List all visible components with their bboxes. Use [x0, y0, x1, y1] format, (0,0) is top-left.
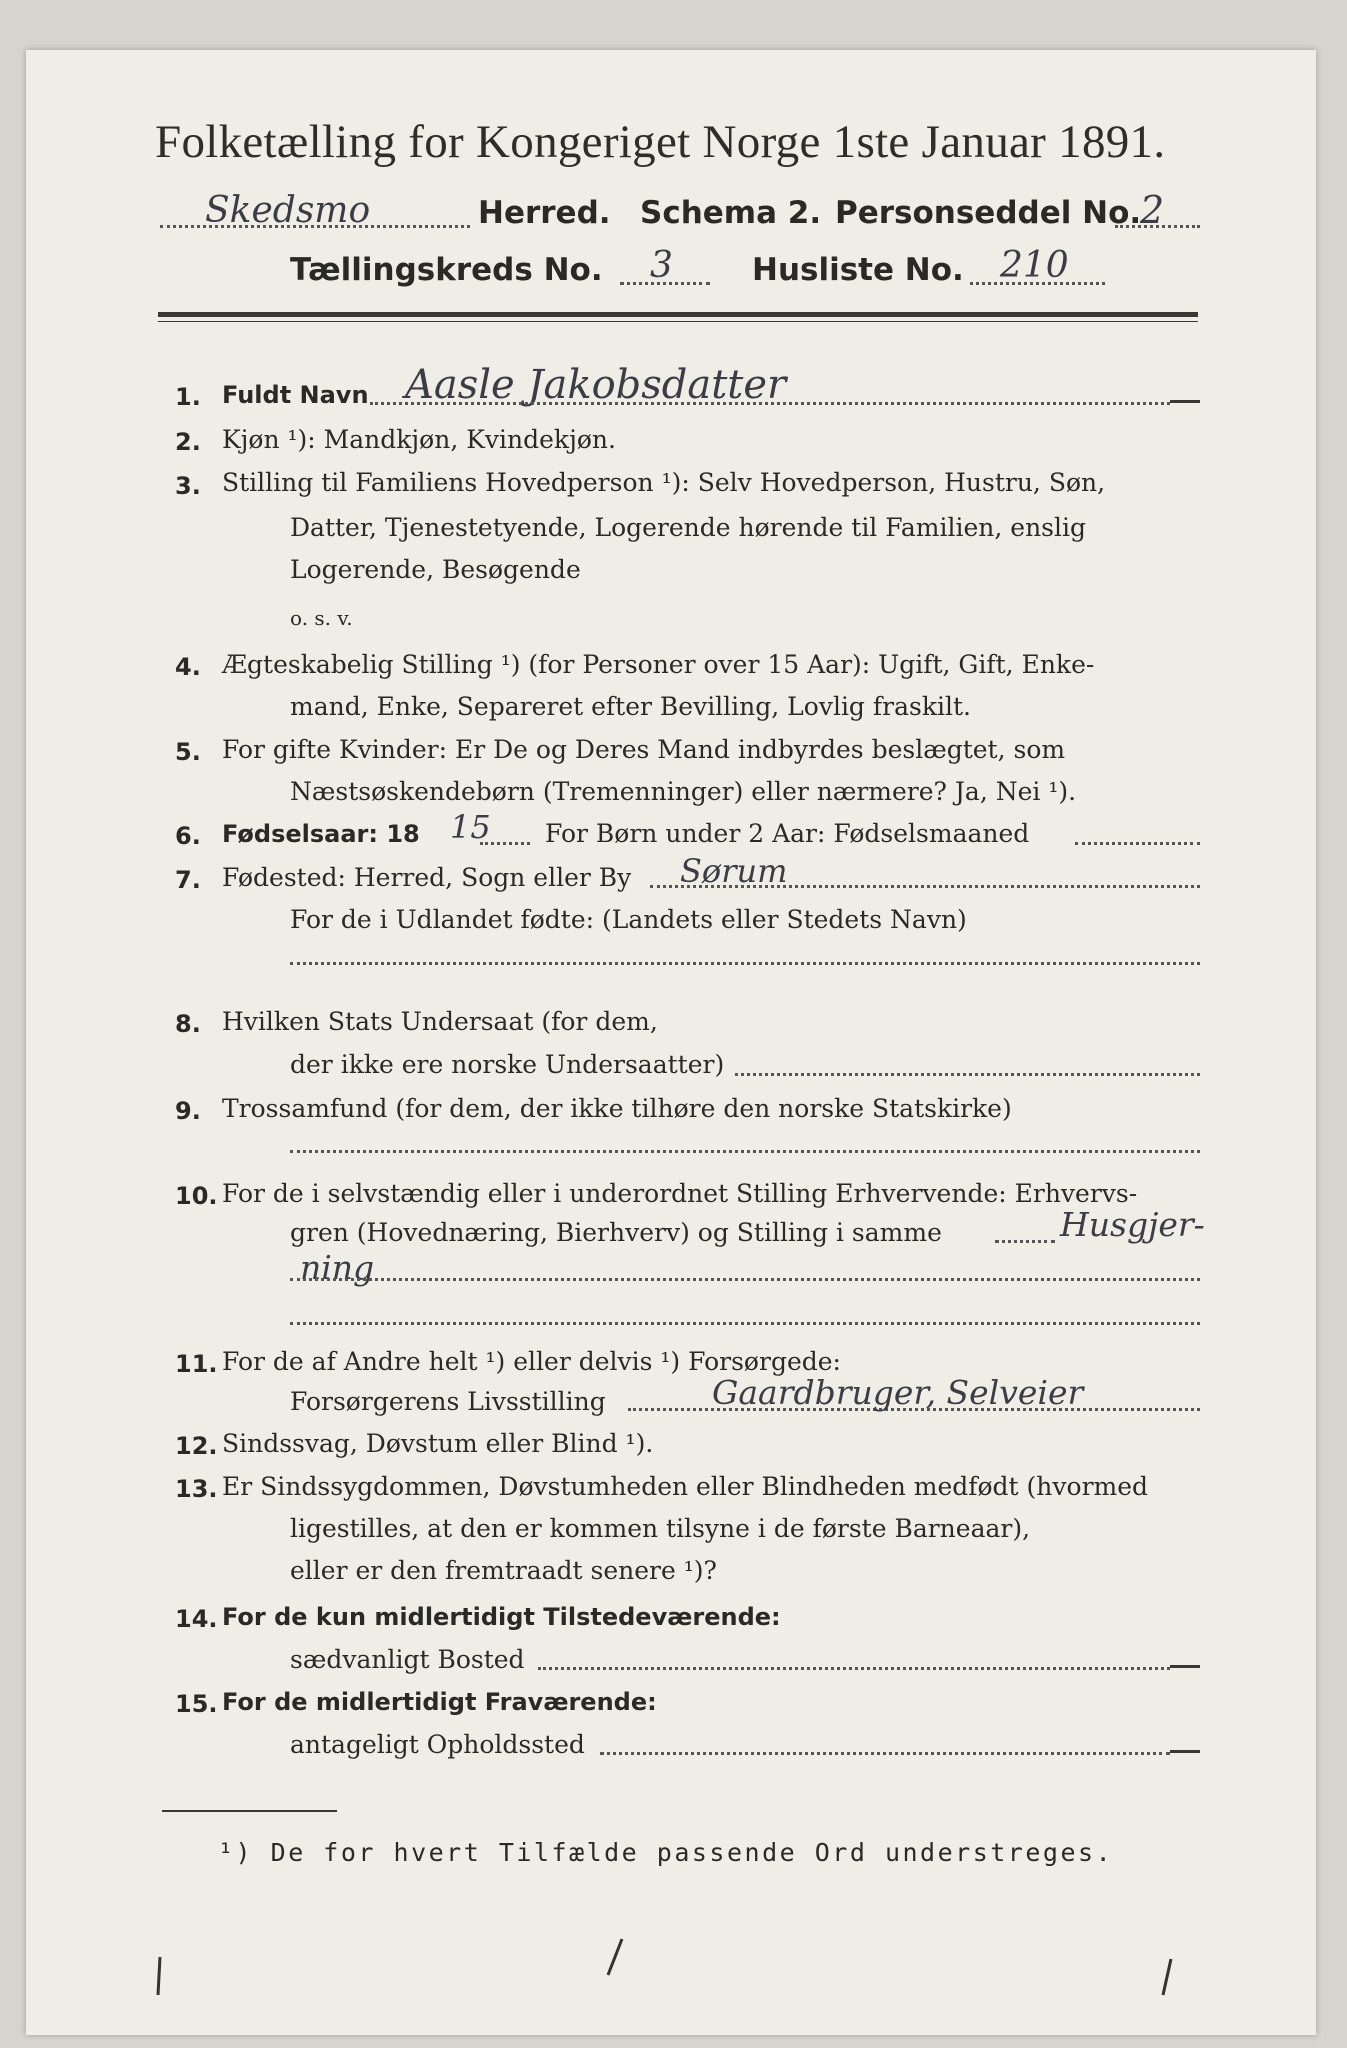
personseddel-dotted-line — [1115, 225, 1200, 228]
item-1-dotted-line — [370, 402, 1170, 405]
husliste-handwritten-value: 210 — [1000, 245, 1069, 286]
item-7-dotted-line — [650, 885, 1200, 888]
personseddel-label: Personseddel No. — [835, 195, 1142, 231]
personseddel-handwritten-value: 2 — [1140, 188, 1165, 232]
pen-mark-right — [1155, 1955, 1180, 2000]
item-15-line-end — [1170, 1750, 1200, 1753]
herred-dotted-line — [160, 225, 470, 228]
item-10-dotted-line — [995, 1240, 1055, 1243]
item-4-line-2: mand, Enke, Separeret efter Bevilling, Lovlig fraskilt. — [290, 692, 971, 721]
item-3-line-4: o. s. v. — [290, 606, 353, 630]
item-6-handwritten-year: 15 — [450, 808, 491, 846]
item-5-line-2: Næstsøskendebørn (Tremenninger) eller nærmere? Ja, Nei ¹). — [290, 777, 1077, 806]
item-13-line-3: eller er den fremtraadt senere ¹)? — [290, 1556, 717, 1585]
item-6-label: Fødselsaar: 18 — [222, 820, 420, 848]
herred-label: Herred. — [478, 195, 611, 231]
item-7-line-2: For de i Udlandet fødte: (Landets eller Stedets Navn) — [290, 905, 967, 934]
item-4-line-1: Ægteskabelig Stilling ¹) (for Personer over 15 Aar): Ugift, Gift, Enke- — [222, 650, 1095, 679]
item-13-line-2: ligestilles, at den er kommen tilsyne i de første Barneaar), — [290, 1514, 1031, 1543]
item-3-number: 3. — [175, 472, 201, 500]
item-3-line-2: Datter, Tjenestetyende, Logerende hørende til Familien, enslig — [290, 513, 1087, 542]
item-15-line-1: For de midlertidigt Fraværende: — [222, 1688, 657, 1716]
item-7-label: Fødested: Herred, Sogn eller By — [222, 863, 632, 892]
kreds-handwritten-value: 3 — [650, 245, 673, 286]
item-9-dotted-line — [290, 1150, 1200, 1153]
item-3-line-3: Logerende, Besøgende — [290, 555, 581, 584]
herred-handwritten-value: Skedsmo — [205, 190, 371, 231]
item-15-line-2: antageligt Opholdssted — [290, 1730, 585, 1759]
census-form-sheet — [26, 50, 1316, 2035]
item-12-number: 12. — [175, 1432, 218, 1460]
item-5-line-1: For gifte Kvinder: Er De og Deres Mand indbyrdes beslægtet, som — [222, 735, 1066, 764]
item-15-number: 15. — [175, 1690, 218, 1718]
item-11-handwritten-provider: Gaardbruger, Selveier — [712, 1373, 1084, 1412]
item-14-number: 14. — [175, 1605, 218, 1633]
item-6-year-dots — [480, 842, 530, 845]
item-10-number: 10. — [175, 1182, 218, 1210]
item-2-number: 2. — [175, 428, 201, 456]
item-7-handwritten-place: Sørum — [680, 852, 788, 890]
item-8-number: 8. — [175, 1010, 201, 1038]
item-14-line-1: For de kun midlertidigt Tilstedeværende: — [222, 1603, 781, 1631]
item-11-number: 11. — [175, 1350, 218, 1378]
item-8-dotted-line — [735, 1073, 1200, 1076]
item-14-line-2: sædvanligt Bosted — [290, 1645, 525, 1674]
item-14-line-end — [1170, 1665, 1200, 1668]
pen-mark-left — [150, 1955, 170, 2000]
header-rule-thin — [158, 321, 1198, 322]
item-9-number: 9. — [175, 1097, 201, 1125]
item-7-dotted-line-2 — [290, 962, 1200, 965]
item-10-dotted-line-2 — [290, 1278, 1200, 1281]
pen-mark-center — [600, 1935, 630, 1980]
form-title: Folketælling for Kongeriget Norge 1ste Januar 1891. — [155, 116, 1166, 168]
item-10-dotted-line-3 — [290, 1322, 1200, 1325]
item-7-number: 7. — [175, 866, 201, 894]
item-1-label: Fuldt Navn — [222, 381, 369, 409]
footnote-rule — [162, 1810, 337, 1812]
item-13-line-1: Er Sindssygdommen, Døvstumheden eller Blindheden medfødt (hvormed — [222, 1472, 1149, 1501]
item-11-line-2: Forsørgerens Livsstilling — [290, 1387, 606, 1416]
item-1-handwritten-name: Aasle Jakobsdatter — [405, 362, 787, 408]
item-6-number: 6. — [175, 822, 201, 850]
item-10-handwritten-occupation-b: ning — [300, 1248, 375, 1287]
item-10-line-2: gren (Hovednæring, Bierhverv) og Stilling i samme — [290, 1218, 942, 1247]
husliste-dotted-line — [970, 282, 1105, 285]
item-1-line-end — [1170, 400, 1200, 403]
kreds-dotted-line — [620, 282, 710, 285]
item-4-number: 4. — [175, 653, 201, 681]
item-5-number: 5. — [175, 738, 201, 766]
item-6-label-2: For Børn under 2 Aar: Fødselsmaaned — [545, 819, 1030, 848]
item-3-line-1: Stilling til Familiens Hovedperson ¹): Selv Hovedperson, Hustru, Søn, — [222, 468, 1106, 497]
item-8-line-1: Hvilken Stats Undersaat (for dem, — [222, 1007, 658, 1036]
item-1-number: 1. — [175, 383, 201, 411]
footnote-text: ¹) De for hvert Tilfælde passende Ord understreges. — [218, 1838, 1114, 1867]
item-8-line-2: der ikke ere norske Undersaatter) — [290, 1050, 725, 1079]
item-15-dotted-line — [600, 1752, 1170, 1755]
item-13-number: 13. — [175, 1475, 218, 1503]
item-10-handwritten-occupation-a: Husgjer- — [1060, 1205, 1205, 1244]
husliste-label: Husliste No. — [752, 252, 964, 288]
item-14-dotted-line — [538, 1667, 1170, 1670]
kreds-label: Tællingskreds No. — [290, 252, 603, 288]
item-11-line-1: For de af Andre helt ¹) eller delvis ¹) Forsørgede: — [222, 1347, 841, 1376]
item-9-text: Trossamfund (for dem, der ikke tilhøre den norske Statskirke) — [222, 1094, 1012, 1123]
item-10-line-1: For de i selvstændig eller i underordnet Stilling Erhvervende: Erhvervs- — [222, 1179, 1138, 1208]
item-12-text: Sindssvag, Døvstum eller Blind ¹). — [222, 1429, 654, 1458]
schema-label: Schema 2. — [640, 195, 822, 231]
item-2-text: Kjøn ¹): Mandkjøn, Kvindekjøn. — [222, 425, 616, 454]
item-6-dotted-line — [1075, 842, 1200, 845]
header-rule-thick — [158, 312, 1198, 317]
